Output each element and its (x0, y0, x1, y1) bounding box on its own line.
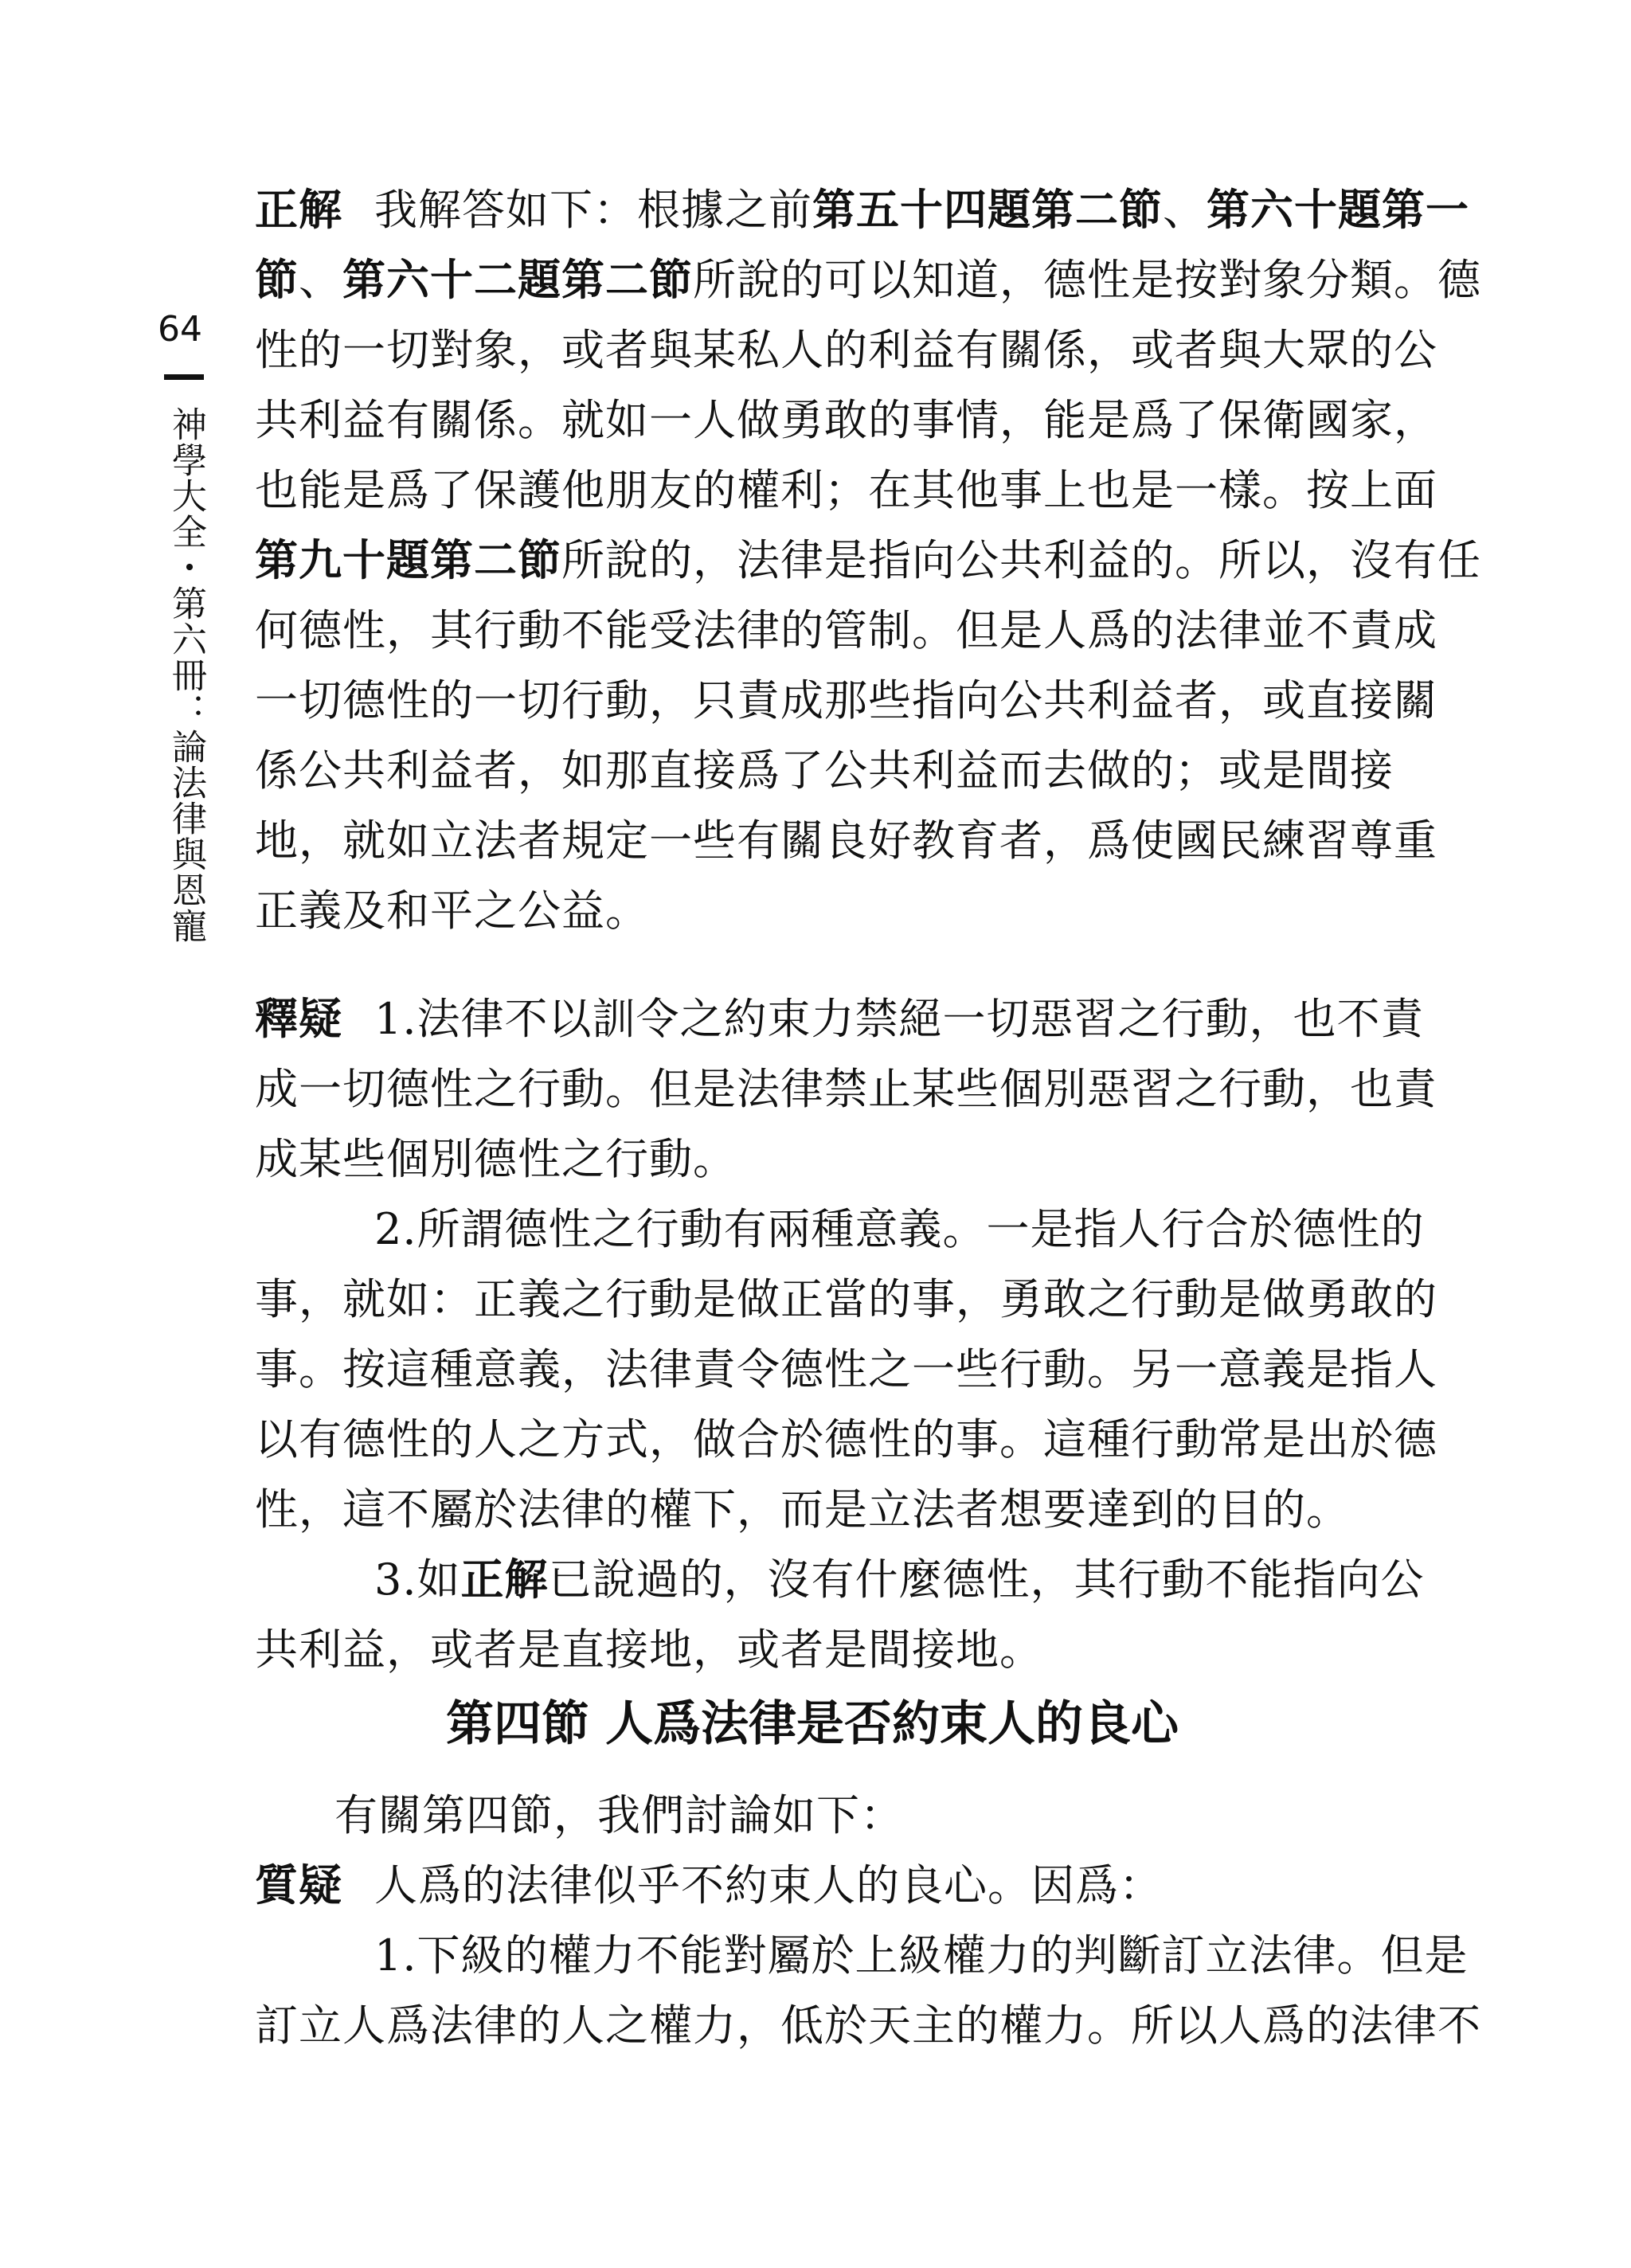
side-rule (164, 374, 204, 380)
section-heading-title: 人爲法律是否約束人的良心 (605, 1696, 1179, 1752)
page-number: 64 (158, 309, 202, 350)
objection-label: 質疑 (255, 1860, 342, 1910)
text-run: 1.法律不以訓令之約束力禁絕一切惡習之行動，也不責 (374, 994, 1425, 1044)
answer-line: 性的一切對象，或者與某私人的利益有關係，或者與大眾的公 (255, 325, 1437, 375)
citation: 節 (255, 255, 299, 305)
answer-line: 何德性，其行動不能受法律的管制。但是人爲的法律並不責成 (255, 605, 1437, 655)
objection-line: 訂立人爲法律的人之權力，低於天主的權力。所以人爲的法律不 (255, 2000, 1481, 2051)
text-run: 所說的，法律是指向公共利益的。所以，沒有任 (561, 535, 1481, 585)
objection-line: 1.下級的權力不能對屬於上級權力的判斷訂立法律。但是 (374, 1930, 1469, 1981)
reply-line: 2.所謂德性之行動有兩種意義。一是指人行合於德性的 (374, 1204, 1425, 1254)
section-heading-label: 第四節 (446, 1696, 589, 1752)
answer-line: 地，就如立法者規定一些有關良好教育者，爲使國民練習尊重 (255, 815, 1437, 866)
reply-line (374, 1545, 1425, 1615)
text-run: 人爲的法律似乎不約束人的良心。因爲： (374, 1860, 1163, 1910)
text-run: 、 (299, 255, 342, 305)
text-run: 所說的可以知道，德性是按對象分類。德 (693, 255, 1481, 305)
text-run: 、 (1163, 185, 1207, 235)
reply-line: 以有德性的人之方式，做合於德性的事。這種行動常是出於德 (255, 1414, 1437, 1464)
answer-line (255, 526, 1481, 596)
section-heading (446, 1688, 1322, 1760)
reply-line: 成一切德性之行動。但是法律禁止某些個別惡習之行動，也責 (255, 1064, 1437, 1114)
citation: 第六十題第一 (1207, 185, 1469, 235)
intro-line: 有關第四節，我們討論如下： (334, 1790, 904, 1840)
answer-line: 也能是爲了保護他朋友的權利；在其他事上也是一樣。按上面 (255, 465, 1437, 515)
text-run: 我解答如下：根據之前 (374, 185, 812, 235)
answer-line: 正義及和平之公益。 (255, 886, 649, 936)
reply-line (255, 984, 1425, 1054)
answer-line (255, 175, 1469, 245)
answer-line (255, 245, 1481, 315)
answer-line: 共利益有關係。就如一人做勇敢的事情，能是爲了保衛國家， (255, 395, 1437, 445)
citation: 第六十二題第二節 (342, 255, 693, 305)
answer-line: 一切德性的一切行動，只責成那些指向公共利益者，或直接關 (255, 675, 1437, 725)
replies-label: 釋疑 (255, 994, 342, 1044)
citation: 第九十題第二節 (255, 535, 561, 585)
text-run: 3.如 (374, 1554, 461, 1605)
text-run: 已說過的，沒有什麼德性，其行動不能指向公 (548, 1554, 1425, 1605)
answer-line: 係公共利益者，如那直接爲了公共利益而去做的；或是間接 (255, 745, 1394, 796)
citation: 第五十四題第二節 (812, 185, 1163, 235)
citation: 正解 (460, 1554, 549, 1605)
objection-line (255, 1851, 1402, 1921)
answer-label: 正解 (255, 185, 342, 235)
reply-line: 性，這不屬於法律的權下，而是立法者想要達到的目的。 (255, 1484, 1350, 1535)
running-title: 神學大全・第六冊：論法律與恩寵 (166, 406, 206, 944)
reply-line: 事，就如：正義之行動是做正當的事，勇敢之行動是做勇敢的 (255, 1274, 1437, 1324)
reply-line: 共利益，或者是直接地，或者是間接地。 (255, 1625, 1043, 1675)
reply-line: 成某些個別德性之行動。 (255, 1134, 737, 1184)
reply-line: 事。按這種意義，法律責令德性之一些行動。另一意義是指人 (255, 1344, 1437, 1394)
